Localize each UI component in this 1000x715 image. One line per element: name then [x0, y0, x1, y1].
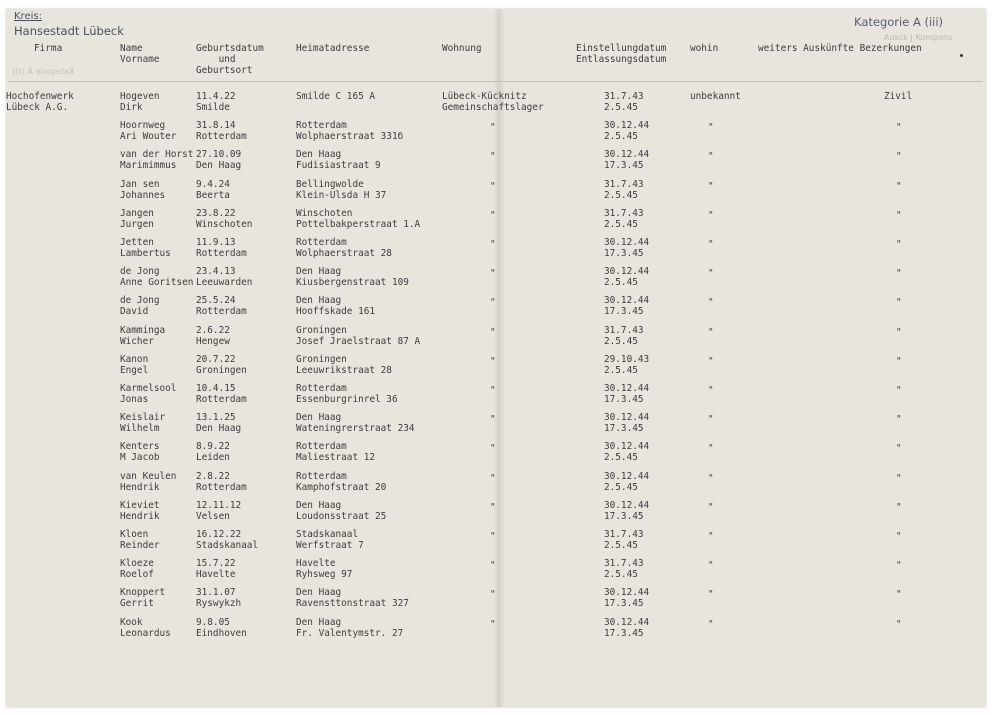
cell-heimat: Winschoten Pottelbakperstraat 1.A: [296, 208, 421, 230]
cell-bemerkung: ": [896, 239, 902, 250]
cell-daten: 30.12.44 17.3.45: [604, 617, 650, 639]
cell-wohnung: ": [490, 327, 496, 338]
col-header-wohin: wohin: [690, 43, 719, 54]
document-sheet: [6, 9, 986, 707]
cell-bemerkung: ": [896, 619, 902, 630]
cell-name: van Keulen Hendrik: [120, 471, 177, 493]
cell-wohnung: ": [490, 297, 496, 308]
cell-wohnung: ": [490, 531, 496, 542]
col-header-einstellung: Einstellungdatum Entlassungsdatum: [576, 43, 667, 65]
cell-daten: 31.7.43 2.5.45: [604, 208, 644, 230]
cell-daten: 30.12.44 2.5.45: [604, 471, 650, 493]
col-header-weiteres: weiters Auskünfte Bezerkungen: [758, 43, 922, 54]
cell-name: Hoornweg Ari Wouter: [120, 120, 177, 142]
cell-wohin: ": [708, 297, 714, 308]
bleed-through-text: Kategorie A (iii): [12, 67, 74, 76]
cell-wohin: ": [708, 122, 714, 133]
cell-name: Jan sen Johannes: [120, 179, 166, 201]
cell-wohnung: ": [490, 356, 496, 367]
cell-daten: 29.10.43 2.5.45: [604, 354, 650, 376]
cell-wohin: ": [708, 414, 714, 425]
cell-heimat: Den Haag Loudonsstraat 25: [296, 500, 387, 522]
cell-geburt: 11.4.22 Smilde: [196, 91, 236, 113]
cell-geburt: 9.4.24 Beerta: [196, 179, 230, 201]
cell-daten: 30.12.44 2.5.45: [604, 120, 650, 142]
cell-wohnung: ": [490, 473, 496, 484]
cell-bemerkung: ": [896, 297, 902, 308]
cell-geburt: 23.8.22 Winschoten: [196, 208, 253, 230]
cell-wohnung: ": [490, 619, 496, 630]
col-header-name: Name Vorname: [120, 43, 160, 65]
cell-geburt: 10.4.15 Rotterdam: [196, 383, 247, 405]
cell-name: Jetten Lambertus: [120, 237, 171, 259]
cell-daten: 31.7.43 2.5.45: [604, 91, 644, 113]
cell-wohin: ": [708, 619, 714, 630]
cell-name: Kamminga Wicher: [120, 325, 166, 347]
cell-geburt: 2.6.22 Hengew: [196, 325, 230, 347]
cell-daten: 30.12.44 17.3.45: [604, 237, 650, 259]
cell-wohin: ": [708, 151, 714, 162]
cell-name: de Jong Anne Goritsen: [120, 266, 194, 288]
cell-heimat: Bellingwolde Klein-Ulsda H 37: [296, 179, 387, 201]
cell-name: Jangen Jurgen: [120, 208, 154, 230]
cell-geburt: 20.7.22 Groningen: [196, 354, 247, 376]
cell-wohin: ": [708, 181, 714, 192]
cell-wohin: ": [708, 327, 714, 338]
cell-name: Kloeze Roelof: [120, 558, 154, 580]
cell-heimat: Den Haag Wateningrerstraat 234: [296, 412, 415, 434]
cell-wohnung: ": [490, 502, 496, 513]
cell-heimat: Rotterdam Wolphaerstraat 28: [296, 237, 392, 259]
cell-geburt: 13.1.25 Den Haag: [196, 412, 242, 434]
cell-geburt: 27.10.09 Den Haag: [196, 149, 242, 171]
cell-bemerkung: ": [896, 589, 902, 600]
kategorie-faint-text: Ausck | Kompons: [884, 33, 953, 42]
cell-wohnung: ": [490, 151, 496, 162]
cell-name: Karmelsool Jonas: [120, 383, 177, 405]
cell-name: Keislair Wilhelm: [120, 412, 166, 434]
kreis-value: Hansestadt Lübeck: [14, 24, 124, 38]
cell-geburt: 12.11.12 Velsen: [196, 500, 242, 522]
cell-daten: 31.7.43 2.5.45: [604, 558, 644, 580]
cell-bemerkung: ": [896, 122, 902, 133]
cell-wohin: ": [708, 268, 714, 279]
cell-bemerkung: ": [896, 210, 902, 221]
cell-bemerkung: ": [896, 473, 902, 484]
cell-name: Kieviet Hendrik: [120, 500, 160, 522]
cell-geburt: 25.5.24 Rotterdam: [196, 295, 247, 317]
cell-name: de Jong David: [120, 295, 160, 317]
cell-geburt: 31.1.07 Ryswykzh: [196, 587, 242, 609]
cell-geburt: 16.12.22 Stadskanaal: [196, 529, 259, 551]
cell-heimat: Groningen Leeuwrikstraat 28: [296, 354, 392, 376]
cell-wohin: ": [708, 385, 714, 396]
cell-wohin: ": [708, 502, 714, 513]
cell-bemerkung: Zivil: [884, 91, 913, 102]
cell-wohnung: ": [490, 268, 496, 279]
col-header-wohnung: Wohnung: [442, 43, 482, 54]
cell-daten: 31.7.43 2.5.45: [604, 529, 644, 551]
cell-wohnung: Lübeck-Kücknitz Gemeinschaftslager: [442, 91, 544, 113]
cell-bemerkung: ": [896, 151, 902, 162]
cell-heimat: Rotterdam Kamphofstraat 20: [296, 471, 387, 493]
cell-wohnung: ": [490, 210, 496, 221]
cell-bemerkung: ": [896, 531, 902, 542]
cell-geburt: 8.9.22 Leiden: [196, 441, 230, 463]
cell-heimat: Stadskanaal Werfstraat 7: [296, 529, 364, 551]
cell-name: Knoppert Gerrit: [120, 587, 166, 609]
cell-wohin: ": [708, 560, 714, 571]
cell-bemerkung: ": [896, 414, 902, 425]
cell-wohin: ": [708, 531, 714, 542]
cell-name: Kanon Engel: [120, 354, 149, 376]
cell-wohnung: ": [490, 385, 496, 396]
cell-bemerkung: ": [896, 502, 902, 513]
cell-daten: 30.12.44 17.3.45: [604, 587, 650, 609]
cell-name: Hogeven Dirk: [120, 91, 160, 113]
cell-daten: 30.12.44 17.3.45: [604, 383, 650, 405]
cell-bemerkung: ": [896, 181, 902, 192]
cell-bemerkung: ": [896, 443, 902, 454]
col-header-firma: Firma: [34, 43, 63, 54]
cell-daten: 30.12.44 17.3.45: [604, 412, 650, 434]
cell-heimat: Rotterdam Wolphaerstraat 331б: [296, 120, 404, 142]
cell-daten: 30.12.44 17.3.45: [604, 295, 650, 317]
cell-geburt: 31.8.14 Rotterdam: [196, 120, 247, 142]
cell-heimat: Groningen Josef Jraelstraat 87 A: [296, 325, 421, 347]
cell-wohin: ": [708, 210, 714, 221]
cell-bemerkung: ": [896, 268, 902, 279]
cell-wohnung: ": [490, 560, 496, 571]
cell-wohin: ": [708, 356, 714, 367]
cell-bemerkung: ": [896, 327, 902, 338]
cell-wohin: ": [708, 589, 714, 600]
col-header-heimat: Heimatadresse: [296, 43, 370, 54]
cell-bemerkung: ": [896, 356, 902, 367]
cell-wohnung: ": [490, 589, 496, 600]
kategorie-label: Kategorie A (iii): [854, 15, 944, 29]
cell-wohnung: ": [490, 443, 496, 454]
cell-heimat: Rotterdam Essenburgrinrel 36: [296, 383, 398, 405]
cell-firma: Hochofenwerk Lübeck A.G.: [6, 91, 74, 113]
cell-daten: 30.12.44 17.3.45: [604, 149, 650, 171]
cell-daten: 30.12.44 2.5.45: [604, 441, 650, 463]
cell-wohin: ": [708, 473, 714, 484]
cell-bemerkung: ": [896, 385, 902, 396]
kreis-label: Kreis:: [14, 11, 42, 22]
cell-geburt: 23.4.13 Leeuwarden: [196, 266, 253, 288]
cell-heimat: Havelte Ryhsweg 97: [296, 558, 353, 580]
cell-wohin: unbekannt: [690, 91, 741, 102]
cell-geburt: 9.8.05 Eindhoven: [196, 617, 247, 639]
header-rule: [8, 81, 983, 82]
cell-wohnung: ": [490, 122, 496, 133]
cell-heimat: Den Haag Ravensttonstraat 327: [296, 587, 409, 609]
cell-daten: 31.7.43 2.5.45: [604, 325, 644, 347]
cell-name: Kook Leonardus: [120, 617, 171, 639]
cell-wohin: ": [708, 239, 714, 250]
cell-geburt: 2.8.22 Rotterdam: [196, 471, 247, 493]
cell-heimat: Den Haag Hooffskade 161: [296, 295, 376, 317]
cell-name: Kloen Reinder: [120, 529, 160, 551]
cell-bemerkung: ": [896, 560, 902, 571]
cell-name: van der Horst Marimimmus: [120, 149, 194, 171]
cell-name: Kenters M Jacob: [120, 441, 160, 463]
cell-daten: 30.12.44 2.5.45: [604, 266, 650, 288]
cell-heimat: Rotterdam Maliestraat 12: [296, 441, 376, 463]
cell-daten: 30.12.44 17.3.45: [604, 500, 650, 522]
cell-geburt: 11.9.13 Rotterdam: [196, 237, 247, 259]
cell-heimat: Smilde C 165 A: [296, 91, 376, 102]
cell-wohnung: ": [490, 181, 496, 192]
cell-wohnung: ": [490, 414, 496, 425]
cell-wohin: ": [708, 443, 714, 454]
cell-heimat: Den Haag Fr. Valentymstr. 27: [296, 617, 404, 639]
ink-dot: [960, 54, 963, 57]
cell-heimat: Den Haag Fudisiastraat 9: [296, 149, 381, 171]
col-header-geburt: Geburtsdatum und Geburtsort: [196, 43, 264, 76]
cell-heimat: Den Haag Kiusbergenstraat 109: [296, 266, 409, 288]
cell-wohnung: ": [490, 239, 496, 250]
cell-daten: 31.7.43 2.5.45: [604, 179, 644, 201]
cell-geburt: 15.7.22 Havelte: [196, 558, 236, 580]
